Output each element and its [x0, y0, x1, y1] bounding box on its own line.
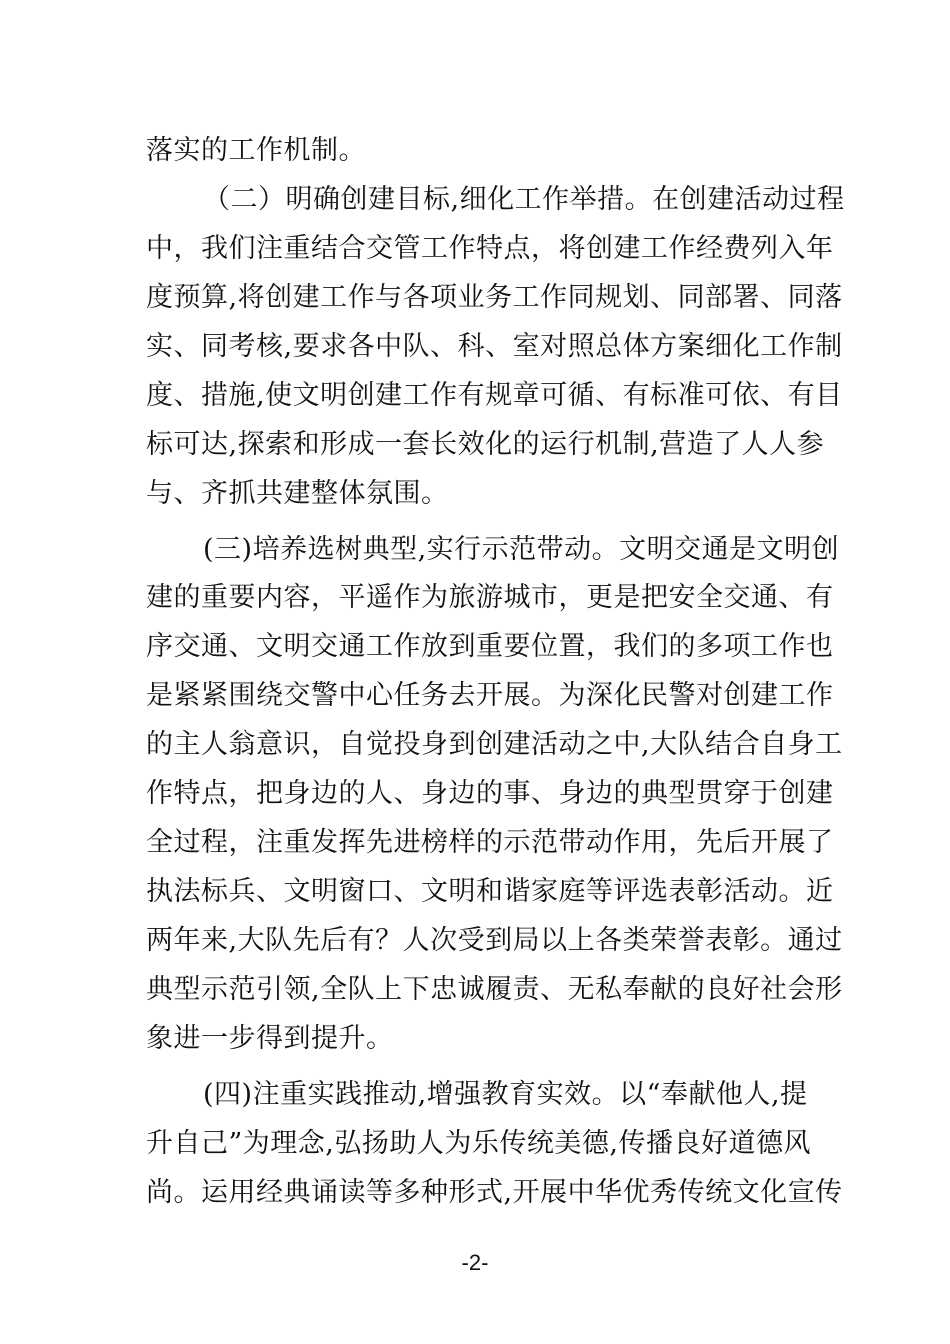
page-number: -2-: [461, 1250, 489, 1275]
paragraph-line: 建的重要内容，平遥作为旅游城市，更是把安全交通、有: [146, 582, 834, 613]
paragraph-line: 实、同考核,要求各中队、科、室对照总体方案细化工作制: [146, 331, 843, 362]
paragraph-line: 的主人翁意识，自觉投身到创建活动之中,大队结合自身工: [146, 729, 843, 760]
paragraph-line: 是紧紧围绕交警中心任务去开展。为深化民警对创建工作: [146, 680, 834, 711]
paragraph-line: 尚。运用经典诵读等多种形式,开展中华优秀传统文化宣传: [146, 1177, 843, 1208]
paragraph-line: 典型示范引领,全队上下忠诚履责、无私奉献的良好社会形: [146, 974, 843, 1005]
paragraph-line: 全过程，注重发挥先进榜样的示范带动作用，先后开展了: [146, 827, 834, 858]
paragraph-line: 度、措施,使文明创建工作有规章可循、有标准可依、有目: [146, 380, 843, 411]
paragraph-line: 落实的工作机制。: [146, 135, 366, 166]
paragraph-line: 序交通、文明交通工作放到重要位置，我们的多项工作也: [146, 631, 834, 662]
paragraph-line: 中，我们注重结合交管工作特点，将创建工作经费列入年: [146, 233, 834, 264]
section-heading-line: (三)培养选树典型,实行示范带动。文明交通是文明创: [203, 534, 840, 565]
paragraph-line: 与、齐抓共建整体氛围。: [146, 478, 449, 509]
paragraph-line: 标可达,探索和形成一套长效化的运行机制,营造了人人参: [146, 429, 825, 460]
paragraph-line: 升自己”为理念,弘扬助人为乐传统美德,传播良好道德风: [146, 1128, 811, 1159]
section-heading-line: (四)注重实践推动,增强教育实效。以“奉献他人,提: [203, 1079, 808, 1110]
paragraph-line: 执法标兵、文明窗口、文明和谐家庭等评选表彰活动。近: [146, 876, 834, 907]
paragraph-line: 两年来,大队先后有？人次受到局以上各类荣誉表彰。通过: [146, 925, 843, 956]
paragraph-line: 象进一步得到提升。: [146, 1023, 394, 1054]
section-heading-line: （二）明确创建目标,细化工作举措。在创建活动过程: [203, 184, 845, 215]
paragraph-line: 作特点，把身边的人、身边的事、身边的典型贯穿于创建: [146, 778, 834, 809]
paragraph-line: 度预算,将创建工作与各项业务工作同规划、同部署、同落: [146, 282, 843, 313]
